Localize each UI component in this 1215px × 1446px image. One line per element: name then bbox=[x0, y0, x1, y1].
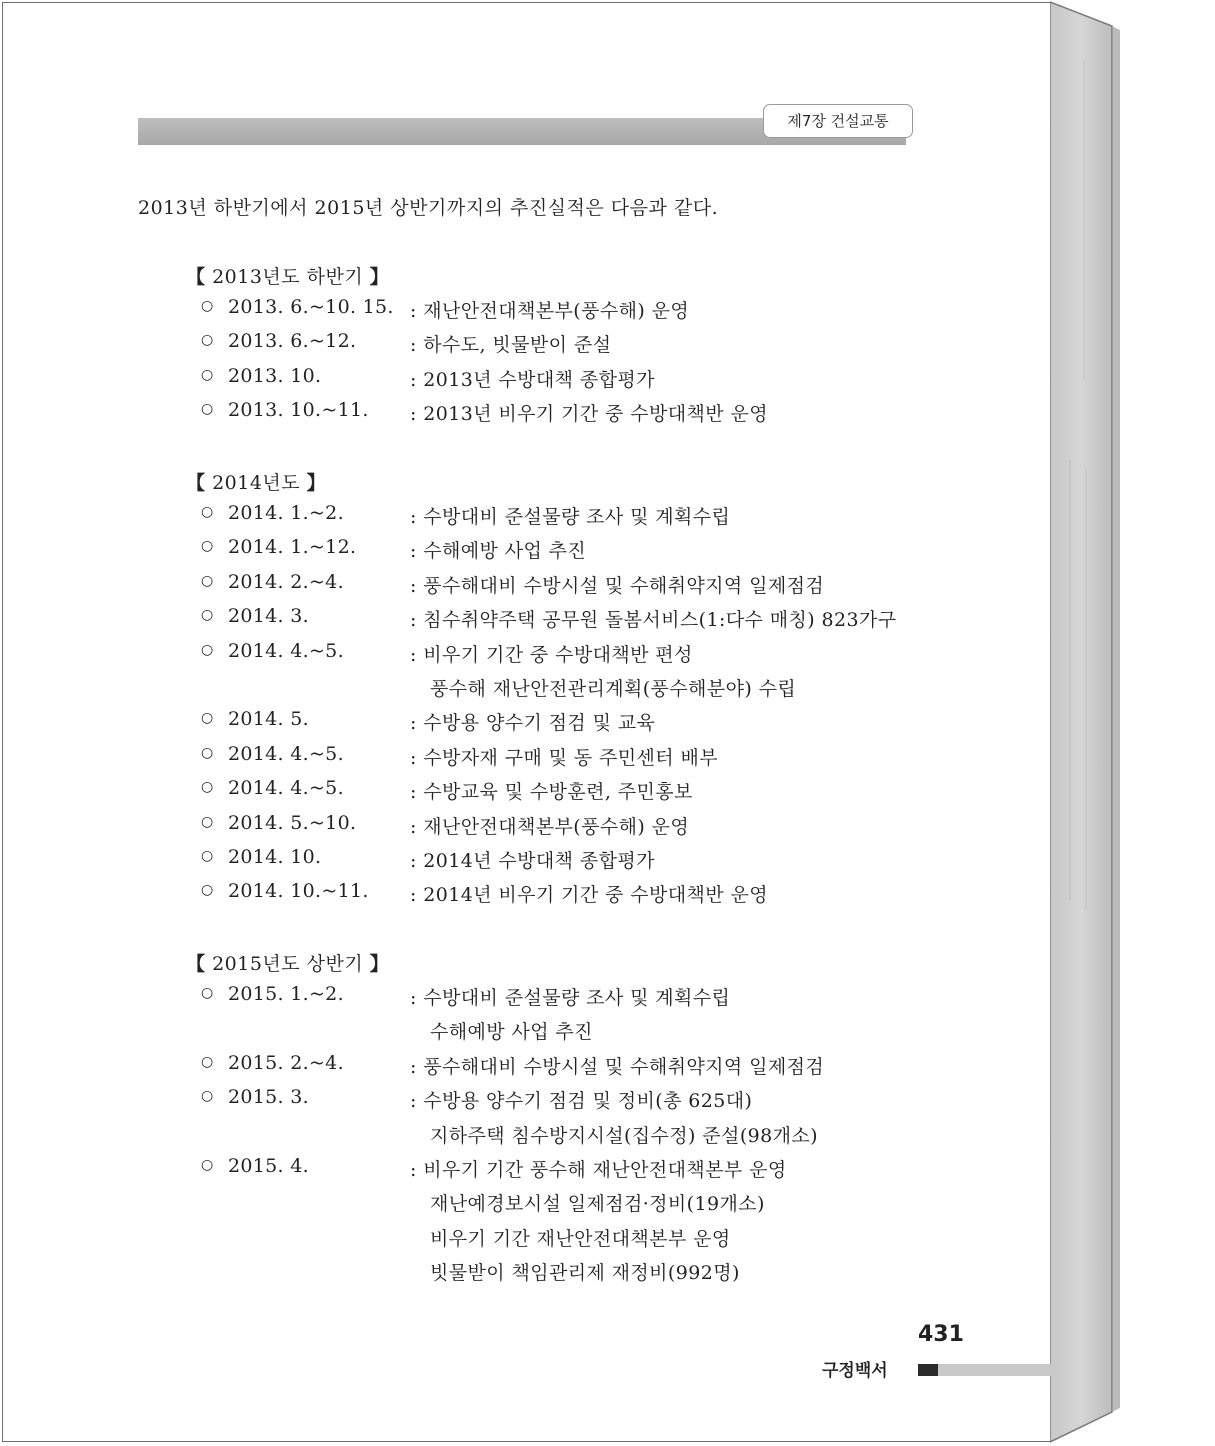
bullet-icon: ○ bbox=[201, 504, 214, 520]
entry-text: : 수방자재 구매 및 동 주민센터 배부 bbox=[410, 746, 718, 769]
bullet-icon: ○ bbox=[201, 744, 214, 761]
list-item bbox=[186, 399, 768, 433]
entry-date: 2014. 5.~10. bbox=[228, 811, 357, 834]
entry-text: : 풍수해대비 수방시설 및 수해취약지역 일제점검 bbox=[410, 574, 825, 597]
bullet-icon: ○ bbox=[201, 882, 214, 899]
bracket-close: 】 bbox=[306, 472, 327, 494]
entry-date: 2015. 3. bbox=[228, 1086, 309, 1109]
entry-date: 2014. 1.~2. bbox=[228, 502, 344, 524]
list-item bbox=[186, 777, 693, 811]
entry-text: : 2014년 수방대책 종합평가 bbox=[410, 849, 655, 872]
entry-text: : 하수도, 빗물받이 준설 bbox=[410, 334, 612, 357]
entry-date: 2013. 10. bbox=[228, 364, 322, 387]
list-item-continuation bbox=[186, 1258, 740, 1292]
list-item bbox=[186, 570, 825, 605]
entry-text: 재난예경보시설 일제점검·정비(19개소) bbox=[430, 1193, 765, 1216]
entry-text: : 수방대비 준설물량 조사 및 계획수립 bbox=[410, 987, 731, 1009]
entry-text: : 수방용 양수기 점검 및 정비(총 625대) bbox=[410, 1090, 753, 1113]
section-title bbox=[186, 262, 389, 296]
entry-text: 풍수해 재난안전관리계획(풍수해분야) 수립 bbox=[430, 677, 797, 700]
bullet-icon: ○ bbox=[201, 401, 214, 418]
section-title-text: 2015년도 상반기 bbox=[212, 953, 364, 975]
entry-text: : 수방용 양수기 점검 및 교육 bbox=[410, 712, 656, 735]
bullet-icon: ○ bbox=[201, 607, 214, 624]
entry-text: 빗물받이 책임관리제 재정비(992명) bbox=[430, 1262, 740, 1285]
section-2013 bbox=[186, 262, 768, 434]
list-item bbox=[186, 742, 718, 777]
bullet-icon: ○ bbox=[201, 572, 214, 589]
entry-text: : 2014년 비우기 기간 중 수방대책반 운영 bbox=[410, 884, 768, 907]
list-item bbox=[186, 1086, 753, 1120]
list-item-continuation bbox=[186, 1224, 731, 1258]
bullet-icon: ○ bbox=[201, 710, 214, 727]
entry-date: 2014. 4.~5. bbox=[228, 777, 344, 800]
list-item bbox=[186, 983, 731, 1017]
list-item bbox=[186, 1154, 787, 1189]
list-item bbox=[186, 880, 768, 914]
bullet-icon: ○ bbox=[201, 1088, 214, 1105]
bullet-icon: ○ bbox=[201, 1156, 214, 1173]
list-item bbox=[186, 536, 587, 570]
entry-date: 2014. 4.~5. bbox=[228, 742, 344, 765]
entry-date: 2014. 3. bbox=[228, 605, 309, 628]
entry-text: : 2013년 비우기 기간 중 수방대책반 운영 bbox=[410, 403, 768, 426]
entry-text: : 비우기 기간 중 수방대책반 편성 bbox=[410, 643, 693, 666]
bracket-open: 【 bbox=[186, 266, 206, 288]
section-title bbox=[186, 468, 326, 502]
entry-date: 2015. 1.~2. bbox=[228, 983, 344, 1005]
list-item-continuation bbox=[186, 1017, 593, 1051]
entry-text: : 수해예방 사업 추진 bbox=[410, 540, 587, 563]
list-item bbox=[186, 364, 655, 399]
bullet-icon: ○ bbox=[201, 298, 214, 314]
bullet-icon: ○ bbox=[201, 985, 214, 1001]
footer-marker bbox=[918, 1364, 938, 1376]
entry-text: : 수방교육 및 수방훈련, 주민홍보 bbox=[410, 781, 693, 804]
bullet-icon: ○ bbox=[201, 847, 214, 864]
entry-text: : 수방대비 준설물량 조사 및 계획수립 bbox=[410, 506, 731, 528]
list-item bbox=[186, 296, 690, 330]
bullet-icon: ○ bbox=[201, 813, 214, 830]
entry-date: 2013. 6.~12. bbox=[228, 330, 357, 353]
entry-date: 2014. 5. bbox=[228, 708, 309, 731]
section-2015 bbox=[186, 949, 825, 1293]
entry-text: 수해예방 사업 추진 bbox=[430, 1021, 593, 1044]
intro-text: 2013년 하반기에서 2015년 상반기까지의 추진실적은 다음과 같다. bbox=[138, 197, 719, 219]
bracket-close: 】 bbox=[369, 266, 390, 288]
page-number: 431 bbox=[918, 1322, 964, 1347]
list-item bbox=[186, 708, 656, 742]
entry-text: : 풍수해대비 수방시설 및 수해취약지역 일제점검 bbox=[410, 1055, 825, 1078]
entry-date: 2015. 4. bbox=[228, 1154, 309, 1177]
section-title-text: 2013년도 하반기 bbox=[212, 266, 364, 288]
section-title-text: 2014년도 bbox=[212, 472, 301, 494]
entry-date: 2013. 10.~11. bbox=[228, 399, 369, 422]
entry-date: 2014. 10.~11. bbox=[228, 880, 369, 903]
list-item bbox=[186, 605, 897, 639]
entry-text: 지하주택 침수방지시설(집수정) 준설(98개소) bbox=[430, 1124, 818, 1147]
entry-date: 2014. 2.~4. bbox=[228, 570, 344, 593]
entry-text: : 2013년 수방대책 종합평가 bbox=[410, 368, 655, 391]
section-title bbox=[186, 949, 389, 983]
footer-bar bbox=[938, 1364, 1051, 1376]
entry-date: 2014. 4.~5. bbox=[228, 639, 344, 662]
list-item bbox=[186, 811, 690, 846]
bullet-icon: ○ bbox=[201, 779, 214, 796]
list-item bbox=[186, 845, 655, 880]
chapter-label: 제7장 건설교통 bbox=[763, 104, 913, 138]
list-item bbox=[186, 639, 693, 674]
book-title: 구정백서 bbox=[822, 1361, 888, 1381]
bullet-icon: ○ bbox=[201, 366, 214, 383]
bullet-icon: ○ bbox=[201, 641, 214, 658]
entry-date: 2014. 1.~12. bbox=[228, 536, 357, 559]
list-item-continuation bbox=[186, 674, 797, 708]
bracket-close: 】 bbox=[369, 953, 390, 975]
bracket-open: 【 bbox=[186, 472, 206, 494]
entry-text: : 침수취약주택 공무원 돌봄서비스(1:다수 매칭) 823가구 bbox=[410, 609, 897, 632]
entry-text: : 재난안전대책본부(풍수해) 운영 bbox=[410, 815, 690, 838]
bullet-icon: ○ bbox=[201, 1053, 214, 1070]
bracket-open: 【 bbox=[186, 953, 206, 975]
entry-text: 비우기 기간 재난안전대책본부 운영 bbox=[430, 1227, 731, 1250]
list-item bbox=[186, 330, 612, 364]
section-2014 bbox=[186, 468, 897, 915]
list-item bbox=[186, 502, 731, 536]
entry-text: : 비우기 기간 풍수해 재난안전대책본부 운영 bbox=[410, 1158, 787, 1181]
entry-text: : 재난안전대책본부(풍수해) 운영 bbox=[410, 300, 690, 322]
bullet-icon: ○ bbox=[201, 538, 214, 555]
list-item bbox=[186, 1051, 825, 1086]
list-item-continuation bbox=[186, 1189, 765, 1223]
list-item-continuation bbox=[186, 1121, 818, 1155]
entry-date: 2015. 2.~4. bbox=[228, 1051, 344, 1074]
page-stack-edge bbox=[1050, 0, 1215, 1446]
entry-date: 2014. 10. bbox=[228, 845, 322, 868]
entry-date: 2013. 6.~10. 15. bbox=[228, 296, 394, 318]
bullet-icon: ○ bbox=[201, 332, 214, 349]
